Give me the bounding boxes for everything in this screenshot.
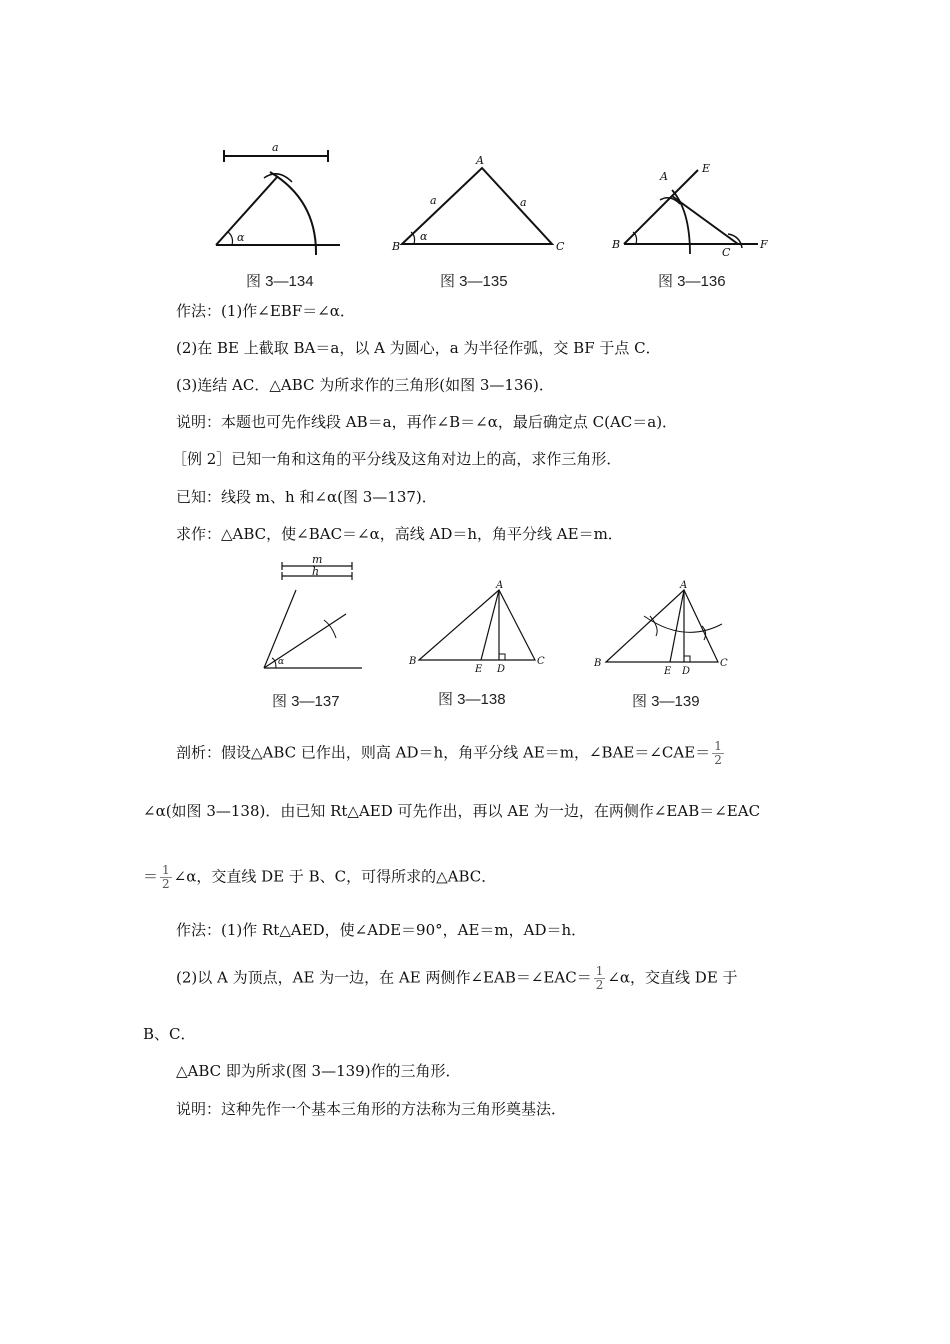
side-a-right: a — [520, 196, 527, 209]
point-f: F — [760, 238, 768, 251]
construction-step-2: (2)在 BE 上截取 BA＝a，以 A 为圆心，a 为半径作弧，交 BF 于点 C． — [176, 339, 661, 357]
vertex-b: B — [612, 238, 621, 251]
caption-3-138: 图 3—138 — [438, 691, 506, 708]
vertex-a: A — [476, 154, 484, 167]
point-d: D — [682, 666, 691, 677]
side-a-left: a — [430, 194, 437, 207]
fraction-half: $\frac{1}{2}$ — [714, 739, 722, 767]
conclusion: △ABC 即为所求(图 3—139)作的三角形． — [176, 1062, 461, 1080]
analysis-text: 剖析：假设△ABC 已作出，则高 AD＝h，角平分线 AE＝m，∠BAE＝∠CAE＝ — [176, 743, 711, 762]
point-e: E — [475, 664, 483, 675]
point-e: E — [664, 666, 672, 677]
analysis-line-1 — [176, 740, 726, 767]
figure-3-135 — [390, 150, 570, 260]
vertex-c: C — [556, 240, 565, 253]
figure-3-137 — [258, 556, 368, 676]
caption-3-139: 图 3—139 — [632, 693, 700, 710]
angle-alpha: α — [278, 657, 285, 667]
method-step-2: (2)以 A 为顶点，AE 为一边，在 AE 两侧作∠EAB＝∠EAC＝ $\frac{1}{2}$ ∠α，交直线 DE 于 — [176, 964, 738, 992]
angle-alpha: α — [420, 230, 428, 243]
vertex-c: C — [720, 658, 728, 669]
explanation-1: 说明：本题也可先作线段 AB＝a，再作∠B＝∠α，最后确定点 C(AC＝a)． — [176, 413, 678, 431]
vertex-b: B — [392, 240, 401, 253]
segment-m: m — [312, 556, 323, 566]
explanation-2: 说明：这种先作一个基本三角形的方法称为三角形奠基法． — [176, 1100, 567, 1118]
given: 已知：线段 m、h 和∠α(图 3—137)． — [176, 488, 437, 506]
analysis-line-2: ∠α(如图 3—138)．由已知 Rt△AED 可先作出，再以 AE 为一边，在两侧作∠EAB＝∠EAC — [143, 802, 761, 820]
fraction-half: $\frac{1}{2}$ — [595, 964, 604, 992]
figure-3-138 — [405, 578, 555, 678]
construction-step-1: 作法：(1)作∠EBF＝∠α． — [176, 302, 355, 320]
vertex-a: A — [680, 580, 688, 591]
segment-h: h — [312, 565, 320, 578]
caption-3-137: 图 3—137 — [272, 693, 340, 710]
point-d: D — [497, 664, 506, 675]
vertex-b: B — [594, 658, 602, 669]
construction-step-3: (3)连结 AC．△ABC 为所求作的三角形(如图 3—136)． — [176, 376, 554, 394]
example-2-heading: ［例 2］已知一角和这角的平分线及这角对边上的高，求作三角形． — [172, 450, 622, 468]
figure-3-136 — [610, 150, 770, 260]
caption-3-134: 图 3—134 — [246, 273, 314, 290]
vertex-c: C — [537, 656, 545, 667]
method-step-1: 作法：(1)作 Rt△AED，使∠ADE＝90°，AE＝m，AD＝h． — [176, 921, 587, 939]
point-e: E — [702, 162, 711, 175]
vertex-b: B — [409, 656, 417, 667]
method-step-2-cont: B、C． — [143, 1025, 196, 1043]
fraction-half: $\frac{1}{2}$ — [162, 863, 170, 891]
figure-3-139 — [590, 578, 740, 678]
caption-3-136: 图 3—136 — [658, 273, 726, 290]
analysis-line-3: ＝ $\frac{1}{2}$ ∠α，交直线 DE 于 B、C，可得所求的△ABC． — [143, 863, 497, 891]
figure-3-134 — [212, 140, 352, 260]
required: 求作：△ABC，使∠BAC＝∠α，高线 AD＝h，角平分线 AE＝m． — [176, 525, 623, 543]
vertex-c: C — [722, 246, 731, 259]
vertex-a: A — [660, 170, 668, 183]
vertex-a: A — [496, 580, 504, 591]
caption-3-135: 图 3—135 — [440, 273, 508, 290]
label-a: a — [272, 141, 279, 154]
label-alpha: α — [237, 231, 245, 244]
